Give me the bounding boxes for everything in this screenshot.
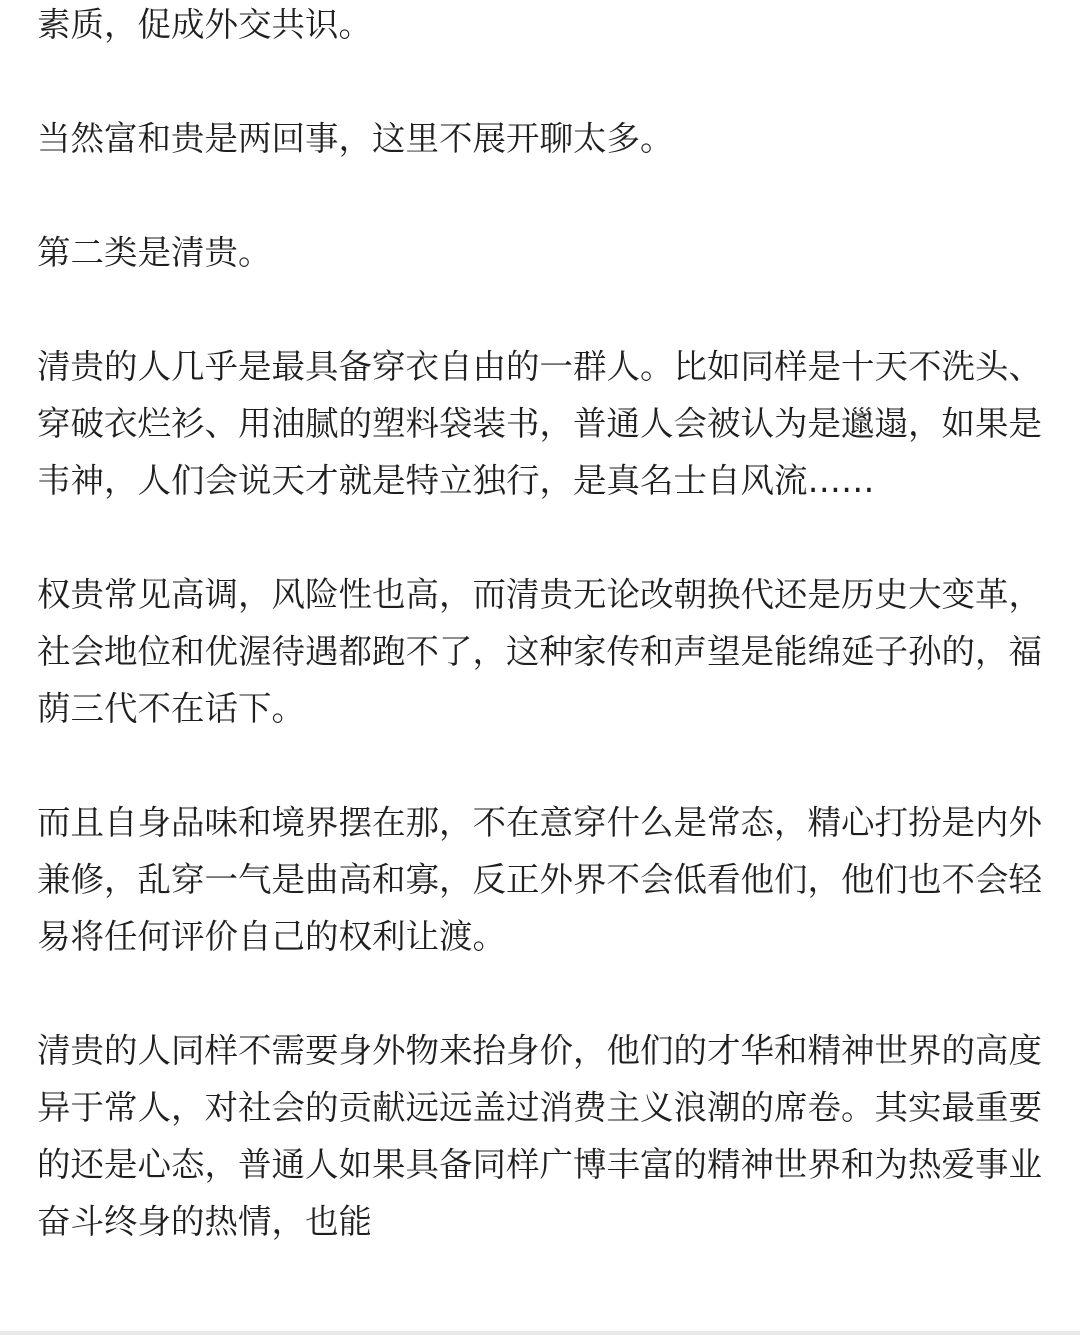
paragraph-2: 当然富和贵是两回事，这里不展开聊太多。 (37, 119, 674, 158)
paragraph-5: 权贵常见高调，风险性也高，而清贵无论改朝换代还是历史大变革，社会地位和优渥待遇都跑不了，这种家传和声望是能绵延子孙的，福荫三代不在话下。 (37, 575, 1042, 728)
bottom-divider (0, 1331, 1080, 1335)
article-body (37, 0, 1047, 1307)
paragraph-6: 而且自身品味和境界摆在那，不在意穿什么是常态，精心打扮是内外兼修，乱穿一气是曲高和寡，反正外界不会低看他们，他们也不会轻易将任何评价自己的权利让渡。 (37, 803, 1042, 956)
paragraph-1: 素质，促成外交共识。 (37, 5, 372, 44)
paragraph-7: 清贵的人同样不需要身外物来抬身价，他们的才华和精神世界的高度异于常人，对社会的贡献远远盖过消费主义浪潮的席卷。其实最重要的还是心态，普通人如果具备同样广博丰富的精神世界和为热爱事业奋斗终身的热情，也能 (37, 1031, 1042, 1241)
paragraph-4: 清贵的人几乎是最具备穿衣自由的一群人。比如同样是十天不洗头、穿破衣烂衫、用油腻的塑料袋装书，普通人会被认为是邋遢，如果是韦神，人们会说天才就是特立独行，是真名士自风流…… (37, 347, 1042, 500)
paragraph-3: 第二类是清贵。 (37, 233, 272, 272)
